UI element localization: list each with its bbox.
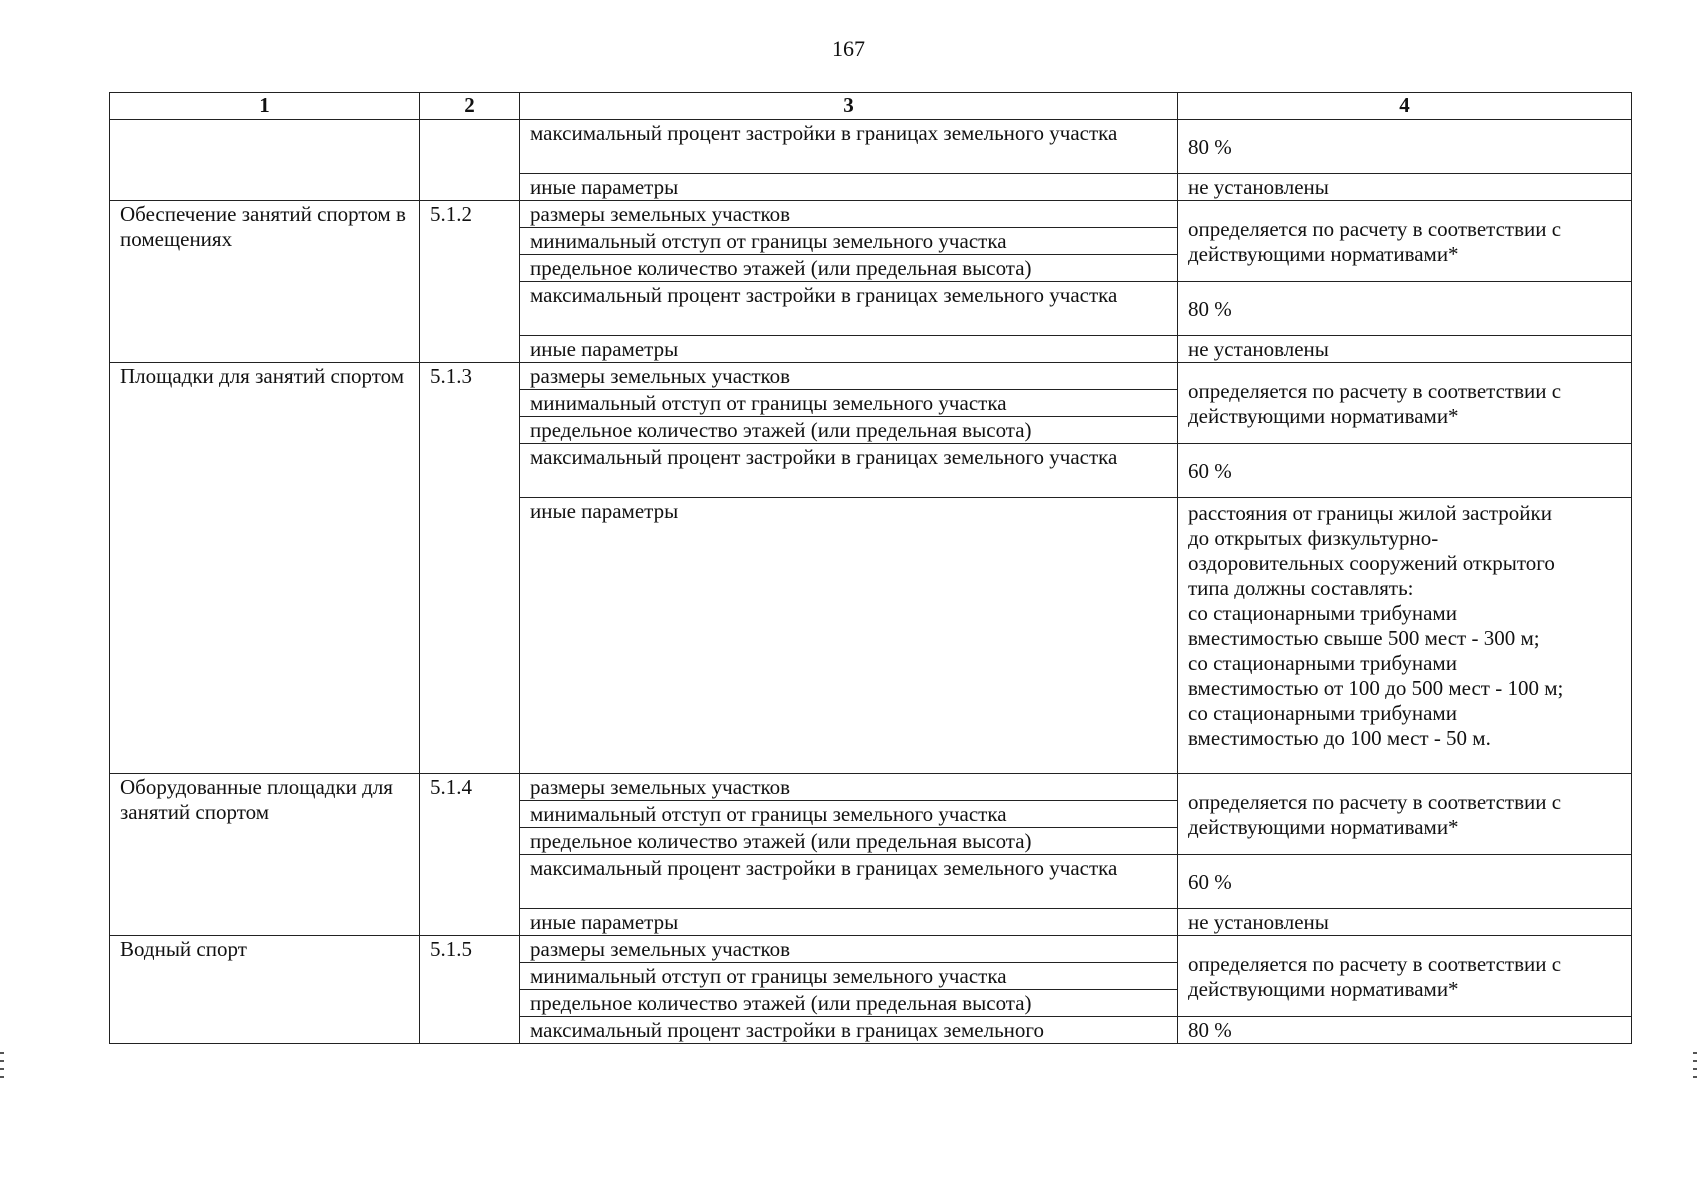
table-row [110,363,1632,390]
parameter-cell: размеры земельных участков [520,363,1178,390]
parameter-cell: размеры земельных участков [520,774,1178,801]
parameter-cell: максимальный процент застройки в границах земельного участка [520,282,1178,336]
value-cell: не установлены [1178,174,1632,201]
text-line: со стационарными трибунами [1188,601,1457,625]
text-line: расстояния от границы жилой застройки [1188,501,1552,525]
parameter-cell: предельное количество этажей (или предельная высота) [520,417,1178,444]
land-use-regulations-table [109,92,1632,1044]
table-header-row [110,93,1632,120]
text-line: до открытых физкультурно- [1188,526,1439,550]
parameter-cell: иные параметры [520,336,1178,363]
table-row [110,201,1632,228]
table-row [110,120,1632,174]
group-name-cell: Водный спорт [110,936,420,1044]
page-number: 167 [832,36,865,61]
parameter-cell: минимальный отступ от границы земельного участка [520,228,1178,255]
group-code-cell: 5.1.4 [420,774,520,936]
group-code-cell: 5.1.3 [420,363,520,774]
group-name-cell [110,120,420,201]
value-cell: определяется по расчету в соответствии с действующими нормативами* [1178,774,1632,855]
value-cell: не установлены [1178,336,1632,363]
parameter-cell: минимальный отступ от границы земельного участка [520,801,1178,828]
value-cell: не установлены [1178,909,1632,936]
value-cell: 80 % [1178,1017,1632,1044]
parameter-cell: иные параметры [520,498,1178,774]
scan-mark-right [1693,1052,1697,1084]
group-name-cell: Оборудованные площадки для занятий спортом [110,774,420,936]
scan-mark-left [0,1052,4,1084]
value-cell: 80 % [1178,120,1632,174]
value-cell [1178,498,1632,774]
value-cell: 60 % [1178,444,1632,498]
value-cell: определяется по расчету в соответствии с действующими нормативами* [1178,201,1632,282]
table-row [110,774,1632,801]
value-cell: определяется по расчету в соответствии с действующими нормативами* [1178,363,1632,444]
group-name-cell: Площадки для занятий спортом [110,363,420,774]
parameter-cell: максимальный процент застройки в границах земельного [520,1017,1178,1044]
group-name-cell: Обеспечение занятий спортом в помещениях [110,201,420,363]
text-line: со стационарными трибунами [1188,651,1457,675]
table-row [110,936,1632,963]
parameter-cell: максимальный процент застройки в границах земельного участка [520,120,1178,174]
parameter-cell: предельное количество этажей (или предельная высота) [520,990,1178,1017]
group-code-cell: 5.1.2 [420,201,520,363]
parameter-cell: предельное количество этажей (или предельная высота) [520,828,1178,855]
group-code-cell: 5.1.5 [420,936,520,1044]
parameter-cell: минимальный отступ от границы земельного участка [520,963,1178,990]
value-cell: 80 % [1178,282,1632,336]
group-code-cell [420,120,520,201]
value-cell: определяется по расчету в соответствии с действующими нормативами* [1178,936,1632,1017]
parameter-cell: иные параметры [520,174,1178,201]
parameter-cell: размеры земельных участков [520,936,1178,963]
text-line: вместимостью до 100 мест - 50 м. [1188,726,1491,750]
text-line: типа должны составлять: [1188,576,1414,600]
text-line: оздоровительных сооружений открытого [1188,551,1555,575]
parameter-cell: максимальный процент застройки в границах земельного участка [520,444,1178,498]
text-line: вместимостью от 100 до 500 мест - 100 м; [1188,676,1564,700]
parameter-cell: иные параметры [520,909,1178,936]
value-cell: 60 % [1178,855,1632,909]
parameter-cell: предельное количество этажей (или предельная высота) [520,255,1178,282]
column-header: 4 [1178,93,1632,120]
column-header: 3 [520,93,1178,120]
parameter-cell: минимальный отступ от границы земельного участка [520,390,1178,417]
parameter-cell: максимальный процент застройки в границах земельного участка [520,855,1178,909]
text-line: вместимостью свыше 500 мест - 300 м; [1188,626,1540,650]
column-header: 1 [110,93,420,120]
text-line: со стационарными трибунами [1188,701,1457,725]
parameter-cell: размеры земельных участков [520,201,1178,228]
column-header: 2 [420,93,520,120]
